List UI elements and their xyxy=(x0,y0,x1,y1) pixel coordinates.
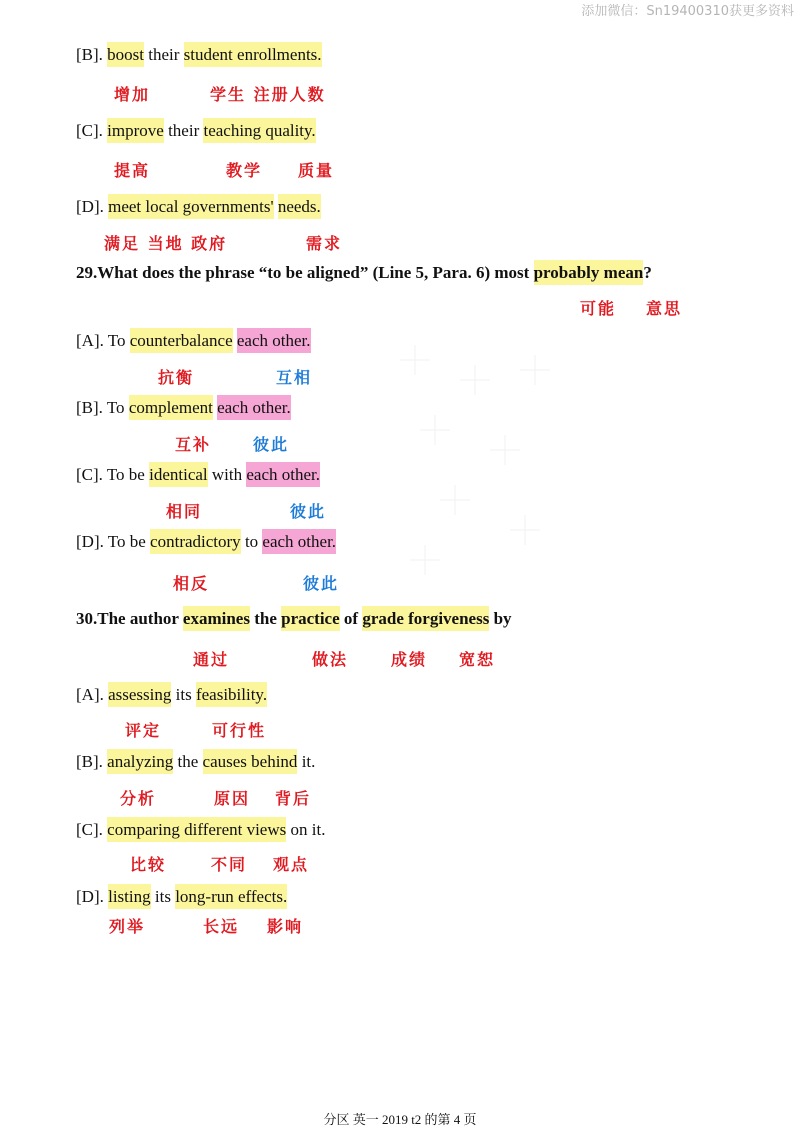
chinese-annotation: 互相 xyxy=(276,368,313,387)
chinese-annotation: 意思 xyxy=(646,299,683,318)
text-segment: their xyxy=(144,45,184,64)
chinese-annotation: 分析 xyxy=(120,789,157,808)
highlighted-phrase: needs. xyxy=(278,194,321,219)
text-line xyxy=(76,464,320,486)
highlighted-phrase: complement xyxy=(129,395,213,420)
text-segment: on it. xyxy=(286,820,326,839)
chinese-annotation: 成绩 xyxy=(391,650,428,669)
text-segment: [B]. To xyxy=(76,398,129,417)
highlighted-phrase: each other. xyxy=(246,462,320,487)
text-segment: [A]. To xyxy=(76,331,130,350)
chinese-annotation: 彼此 xyxy=(303,574,340,593)
chinese-annotation: 比较 xyxy=(130,855,167,874)
chinese-annotation: 学生 注册人数 xyxy=(210,85,326,104)
highlighted-phrase: each other. xyxy=(217,395,291,420)
chinese-annotation: 背后 xyxy=(275,789,312,808)
watermark-text: 添加微信：Sn19400310获更多资料 xyxy=(581,4,794,19)
text-segment: its xyxy=(171,685,196,704)
highlighted-phrase: teaching quality. xyxy=(203,118,315,143)
text-segment: the xyxy=(249,609,282,628)
highlighted-phrase: counterbalance xyxy=(130,328,233,353)
highlighted-phrase: grade forgiveness xyxy=(362,606,489,631)
chinese-annotation: 提高 xyxy=(114,161,151,180)
highlighted-phrase: meet local governments' xyxy=(108,194,273,219)
text-line xyxy=(76,886,287,908)
chinese-annotation: 相反 xyxy=(173,574,210,593)
text-segment: the xyxy=(173,752,203,771)
highlighted-phrase: improve xyxy=(107,118,164,143)
chinese-annotation: 互补 xyxy=(175,435,212,454)
highlighted-phrase: identical xyxy=(149,462,208,487)
text-segment: 29.What does the phrase “to be aligned” (Line 5, Para. 6) most xyxy=(76,263,534,282)
chinese-annotation: 增加 xyxy=(114,85,151,104)
chinese-annotation: 相同 xyxy=(166,502,203,521)
highlighted-phrase: analyzing xyxy=(107,749,173,774)
chinese-annotation: 可能 xyxy=(580,299,617,318)
text-line xyxy=(76,397,291,419)
text-segment: with xyxy=(207,465,247,484)
chinese-annotation: 彼此 xyxy=(290,502,327,521)
chinese-annotation: 质量 xyxy=(298,161,335,180)
highlighted-phrase: boost xyxy=(107,42,144,67)
text-segment: [D]. xyxy=(76,887,109,906)
highlighted-phrase: listing xyxy=(108,884,151,909)
highlighted-phrase: practice xyxy=(281,606,340,631)
chinese-annotation: 不同 xyxy=(211,855,248,874)
text-segment: it. xyxy=(297,752,316,771)
highlighted-phrase: comparing different views xyxy=(107,817,286,842)
text-line xyxy=(76,531,336,553)
highlighted-phrase: long-run effects. xyxy=(175,884,287,909)
text-segment: their xyxy=(163,121,204,140)
text-segment: its xyxy=(150,887,176,906)
highlighted-phrase: probably mean xyxy=(534,260,644,285)
chinese-annotation: 做法 xyxy=(312,650,349,669)
chinese-annotation: 教学 xyxy=(226,161,263,180)
background-watermark-pattern xyxy=(380,340,580,600)
text-segment: [A]. xyxy=(76,685,109,704)
text-segment: [D]. To be xyxy=(76,532,151,551)
text-segment: [C]. To be xyxy=(76,465,150,484)
text-segment: [C]. xyxy=(76,121,108,140)
text-line xyxy=(76,44,322,66)
text-line xyxy=(76,262,652,284)
chinese-annotation: 宽恕 xyxy=(459,650,496,669)
text-segment: 30.The author xyxy=(76,609,183,628)
text-segment: ? xyxy=(643,263,652,282)
text-segment: [B]. xyxy=(76,752,108,771)
text-segment: to xyxy=(240,532,263,551)
text-line xyxy=(76,196,321,218)
highlighted-phrase: feasibility. xyxy=(196,682,267,707)
text-line xyxy=(76,819,325,841)
text-segment: [B]. xyxy=(76,45,108,64)
text-segment: of xyxy=(339,609,363,628)
chinese-annotation: 彼此 xyxy=(253,435,290,454)
text-line xyxy=(76,684,267,706)
chinese-annotation: 原因 xyxy=(214,789,251,808)
text-segment: by xyxy=(489,609,512,628)
text-line xyxy=(76,120,316,142)
chinese-annotation: 抗衡 xyxy=(158,368,195,387)
text-line xyxy=(76,330,311,352)
chinese-annotation: 满足 当地 政府 xyxy=(104,234,228,253)
text-segment: [C]. xyxy=(76,820,108,839)
text-line xyxy=(76,608,512,630)
page-footer: 分区 英一 2019 t2 的第 4 页 xyxy=(323,1112,477,1127)
chinese-annotation: 观点 xyxy=(273,855,310,874)
highlighted-phrase: causes behind xyxy=(203,749,298,774)
text-line xyxy=(76,751,315,773)
highlighted-phrase: each other. xyxy=(262,529,336,554)
highlighted-phrase: assessing xyxy=(108,682,171,707)
highlighted-phrase: contradictory xyxy=(150,529,241,554)
chinese-annotation: 影响 xyxy=(267,917,304,936)
chinese-annotation: 长远 xyxy=(203,917,240,936)
text-segment: [D]. xyxy=(76,197,109,216)
chinese-annotation: 通过 xyxy=(193,650,230,669)
chinese-annotation: 需求 xyxy=(306,234,343,253)
chinese-annotation: 评定 xyxy=(125,721,162,740)
highlighted-phrase: examines xyxy=(183,606,250,631)
chinese-annotation: 列举 xyxy=(109,917,146,936)
highlighted-phrase: each other. xyxy=(237,328,311,353)
highlighted-phrase: student enrollments. xyxy=(184,42,322,67)
chinese-annotation: 可行性 xyxy=(212,721,267,740)
